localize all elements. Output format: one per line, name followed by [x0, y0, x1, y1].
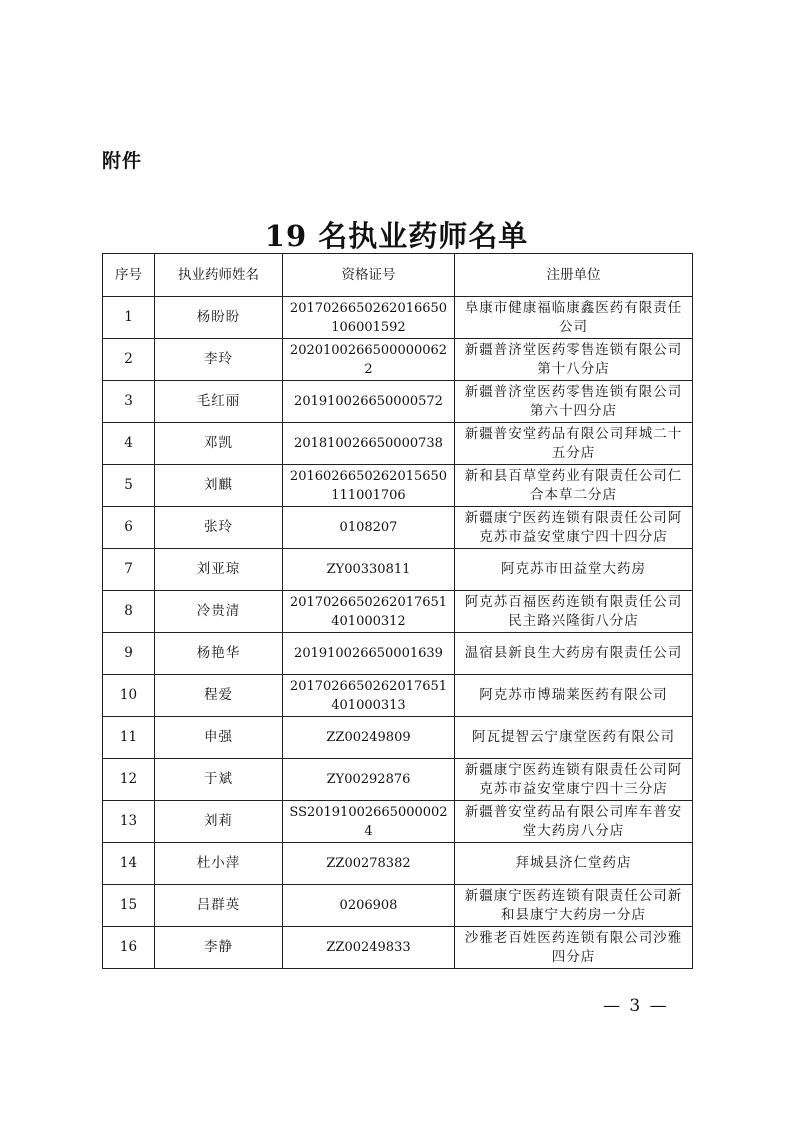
row-name: 张玲	[155, 507, 283, 549]
row-serial: 14	[103, 843, 155, 885]
header-cert: 资格证号	[283, 254, 455, 297]
row-unit: 新疆普安堂药品有限公司拜城二十五分店	[455, 423, 693, 465]
row-name: 杜小萍	[155, 843, 283, 885]
row-serial: 8	[103, 591, 155, 633]
row-cert: ZZ00249809	[283, 717, 455, 759]
row-unit: 阿克苏市博瑞莱医药有限公司	[455, 675, 693, 717]
row-cert: 201910026650001639	[283, 633, 455, 675]
row-name: 刘亚琼	[155, 549, 283, 591]
row-name: 刘麒	[155, 465, 283, 507]
table-row	[103, 885, 693, 927]
table-row	[103, 927, 693, 969]
table-row	[103, 801, 693, 843]
row-serial: 15	[103, 885, 155, 927]
row-unit: 新疆普济堂医药零售连锁有限公司第六十四分店	[455, 381, 693, 423]
page-number: — 3 —	[603, 996, 669, 1016]
table-row	[103, 591, 693, 633]
row-unit: 阜康市健康福临康鑫医药有限责任公司	[455, 297, 693, 339]
row-unit: 新疆康宁医药连锁有限责任公司阿克苏市益安堂康宁四十四分店	[455, 507, 693, 549]
page-title: 19 名执业药师名单	[264, 219, 529, 253]
row-serial: 2	[103, 339, 155, 381]
attachment-label: 附件	[102, 150, 143, 172]
row-cert: 201910026650000572	[283, 381, 455, 423]
row-serial: 9	[103, 633, 155, 675]
row-serial: 3	[103, 381, 155, 423]
row-name: 杨艳华	[155, 633, 283, 675]
header-name: 执业药师姓名	[155, 254, 283, 297]
row-name: 杨盼盼	[155, 297, 283, 339]
row-cert: 0108207	[283, 507, 455, 549]
row-unit: 阿克苏百福医药连锁有限责任公司民主路兴隆街八分店	[455, 591, 693, 633]
row-cert: 2017026650262016650106001592	[283, 297, 455, 339]
table-row	[103, 633, 693, 675]
row-serial: 5	[103, 465, 155, 507]
row-cert: ZY00330811	[283, 549, 455, 591]
table-row	[103, 381, 693, 423]
row-serial: 11	[103, 717, 155, 759]
row-unit: 阿克苏市田益堂大药房	[455, 549, 693, 591]
header-serial: 序号	[103, 254, 155, 297]
table-row	[103, 549, 693, 591]
row-name: 李静	[155, 927, 283, 969]
row-cert: ZZ00249833	[283, 927, 455, 969]
row-serial: 7	[103, 549, 155, 591]
row-unit: 新疆康宁医药连锁有限责任公司阿克苏市益安堂康宁四十三分店	[455, 759, 693, 801]
row-unit: 沙雅老百姓医药连锁有限公司沙雅四分店	[455, 927, 693, 969]
row-unit: 新疆普安堂药品有限公司库车普安堂大药房八分店	[455, 801, 693, 843]
row-cert: ZZ00278382	[283, 843, 455, 885]
row-unit: 新疆普济堂医药零售连锁有限公司第十八分店	[455, 339, 693, 381]
row-cert: ZY00292876	[283, 759, 455, 801]
row-serial: 13	[103, 801, 155, 843]
row-serial: 12	[103, 759, 155, 801]
row-cert: 2017026650262017651401000312	[283, 591, 455, 633]
row-cert: 201810026650000738	[283, 423, 455, 465]
row-name: 毛红丽	[155, 381, 283, 423]
row-unit: 温宿县新良生大药房有限责任公司	[455, 633, 693, 675]
table-row	[103, 423, 693, 465]
row-serial: 10	[103, 675, 155, 717]
row-unit: 新和县百草堂药业有限责任公司仁合本草二分店	[455, 465, 693, 507]
row-cert: 2016026650262015650111001706	[283, 465, 455, 507]
row-unit: 新疆康宁医药连锁有限责任公司新和县康宁大药房一分店	[455, 885, 693, 927]
table-row	[103, 465, 693, 507]
row-name: 李玲	[155, 339, 283, 381]
pharmacist-table	[102, 253, 693, 969]
row-name: 刘莉	[155, 801, 283, 843]
row-serial: 16	[103, 927, 155, 969]
row-name: 于斌	[155, 759, 283, 801]
row-name: 申强	[155, 717, 283, 759]
table-row	[103, 339, 693, 381]
row-serial: 6	[103, 507, 155, 549]
table-row	[103, 297, 693, 339]
row-name: 邓凯	[155, 423, 283, 465]
row-serial: 1	[103, 297, 155, 339]
table-row	[103, 843, 693, 885]
table-row	[103, 759, 693, 801]
row-cert: SS201910026650000024	[283, 801, 455, 843]
row-name: 冷贵清	[155, 591, 283, 633]
table-row	[103, 717, 693, 759]
row-serial: 4	[103, 423, 155, 465]
row-unit: 拜城县济仁堂药店	[455, 843, 693, 885]
table-row	[103, 507, 693, 549]
row-cert: 0206908	[283, 885, 455, 927]
row-name: 吕群英	[155, 885, 283, 927]
table-row	[103, 675, 693, 717]
row-unit: 阿瓦提智云宁康堂医药有限公司	[455, 717, 693, 759]
header-unit: 注册单位	[455, 254, 693, 297]
row-cert: 20201002665000000622	[283, 339, 455, 381]
row-cert: 2017026650262017651401000313	[283, 675, 455, 717]
row-name: 程爱	[155, 675, 283, 717]
table-header-row	[103, 254, 693, 297]
